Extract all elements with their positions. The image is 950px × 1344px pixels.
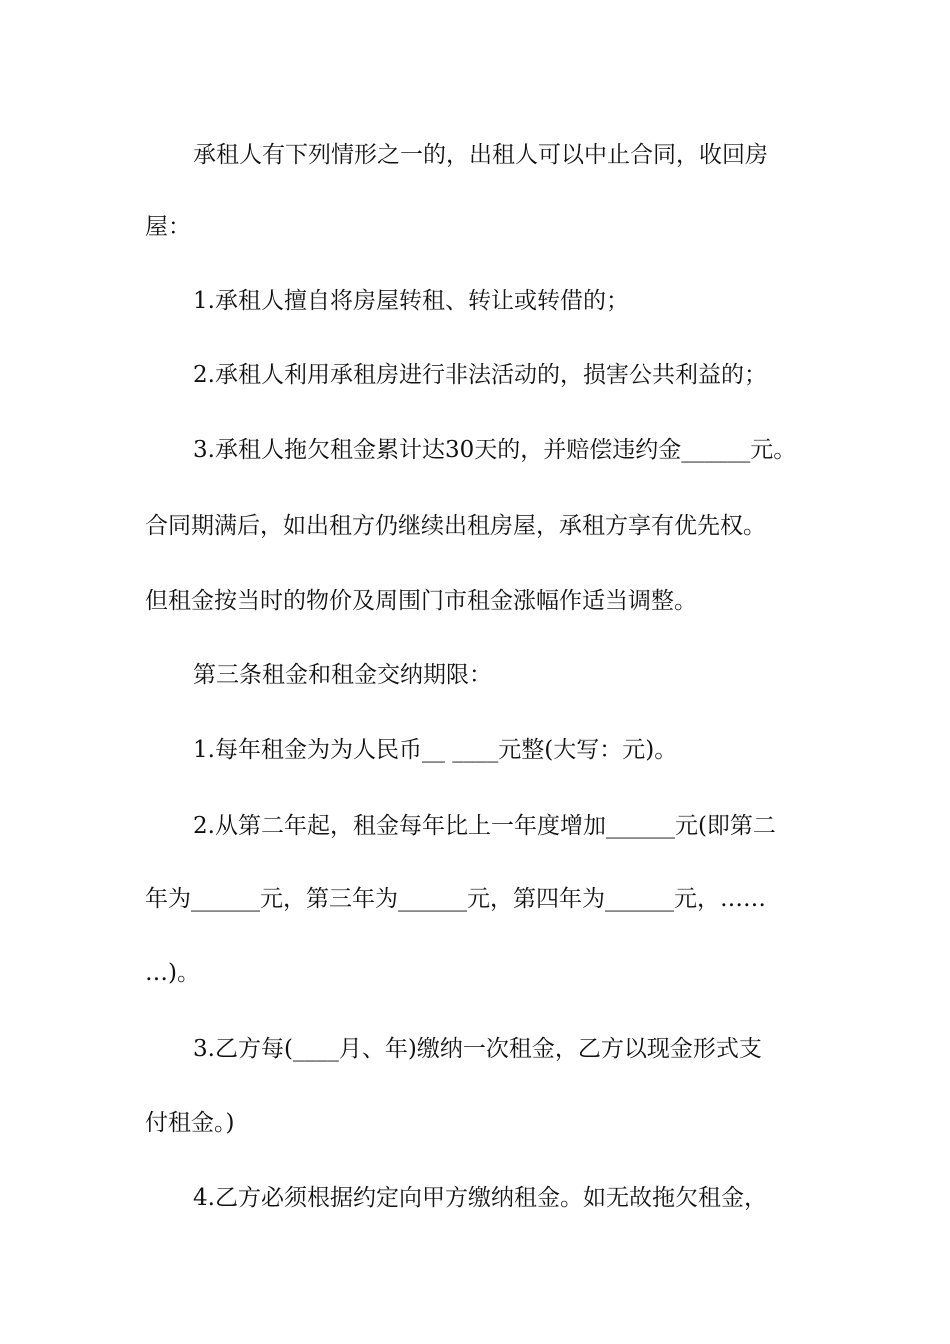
paragraph-termination-intro: 承租人有下列情形之一的，出租人可以中止合同，收回房 (193, 142, 768, 168)
list-item-payment-frequency: 3.乙方每(____月、年)缴纳一次租金，乙方以现金形式支 (193, 1036, 762, 1062)
list-item-rent-increase-cont: 年为______元，第三年为______元，第四年为______元，…… (145, 886, 766, 912)
paragraph-renewal-priority: 合同期满后，如出租方仍继续出租房屋，承租方享有优先权。 (145, 513, 766, 539)
list-item-rent-increase-cont2: …)。 (145, 960, 200, 986)
paragraph-termination-intro-cont: 屋： (145, 214, 191, 240)
list-item-annual-rent: 1.每年租金为为人民币__ ____元整(大写：元)。 (193, 737, 678, 763)
list-item-rent-increase: 2.从第二年起，租金每年比上一年度增加______元(即第二 (193, 813, 776, 839)
list-item-illegal-activity: 2.承租人利用承租房进行非法活动的，损害公共利益的； (193, 362, 767, 388)
section-heading-rent-terms: 第三条租金和租金交纳期限： (193, 662, 492, 688)
paragraph-renewal-priority-cont: 但租金按当时的物价及周围门市租金涨幅作适当调整。 (145, 588, 697, 614)
list-item-payment-obligation: 4.乙方必须根据约定向甲方缴纳租金。如无故拖欠租金， (193, 1185, 767, 1211)
list-item-payment-frequency-cont: 付租金。) (145, 1110, 235, 1136)
list-item-sublet: 1.承租人擅自将房屋转租、转让或转借的； (193, 288, 629, 314)
list-item-rent-arrears: 3.承租人拖欠租金累计达30天的，并赔偿违约金______元。 (193, 437, 797, 463)
